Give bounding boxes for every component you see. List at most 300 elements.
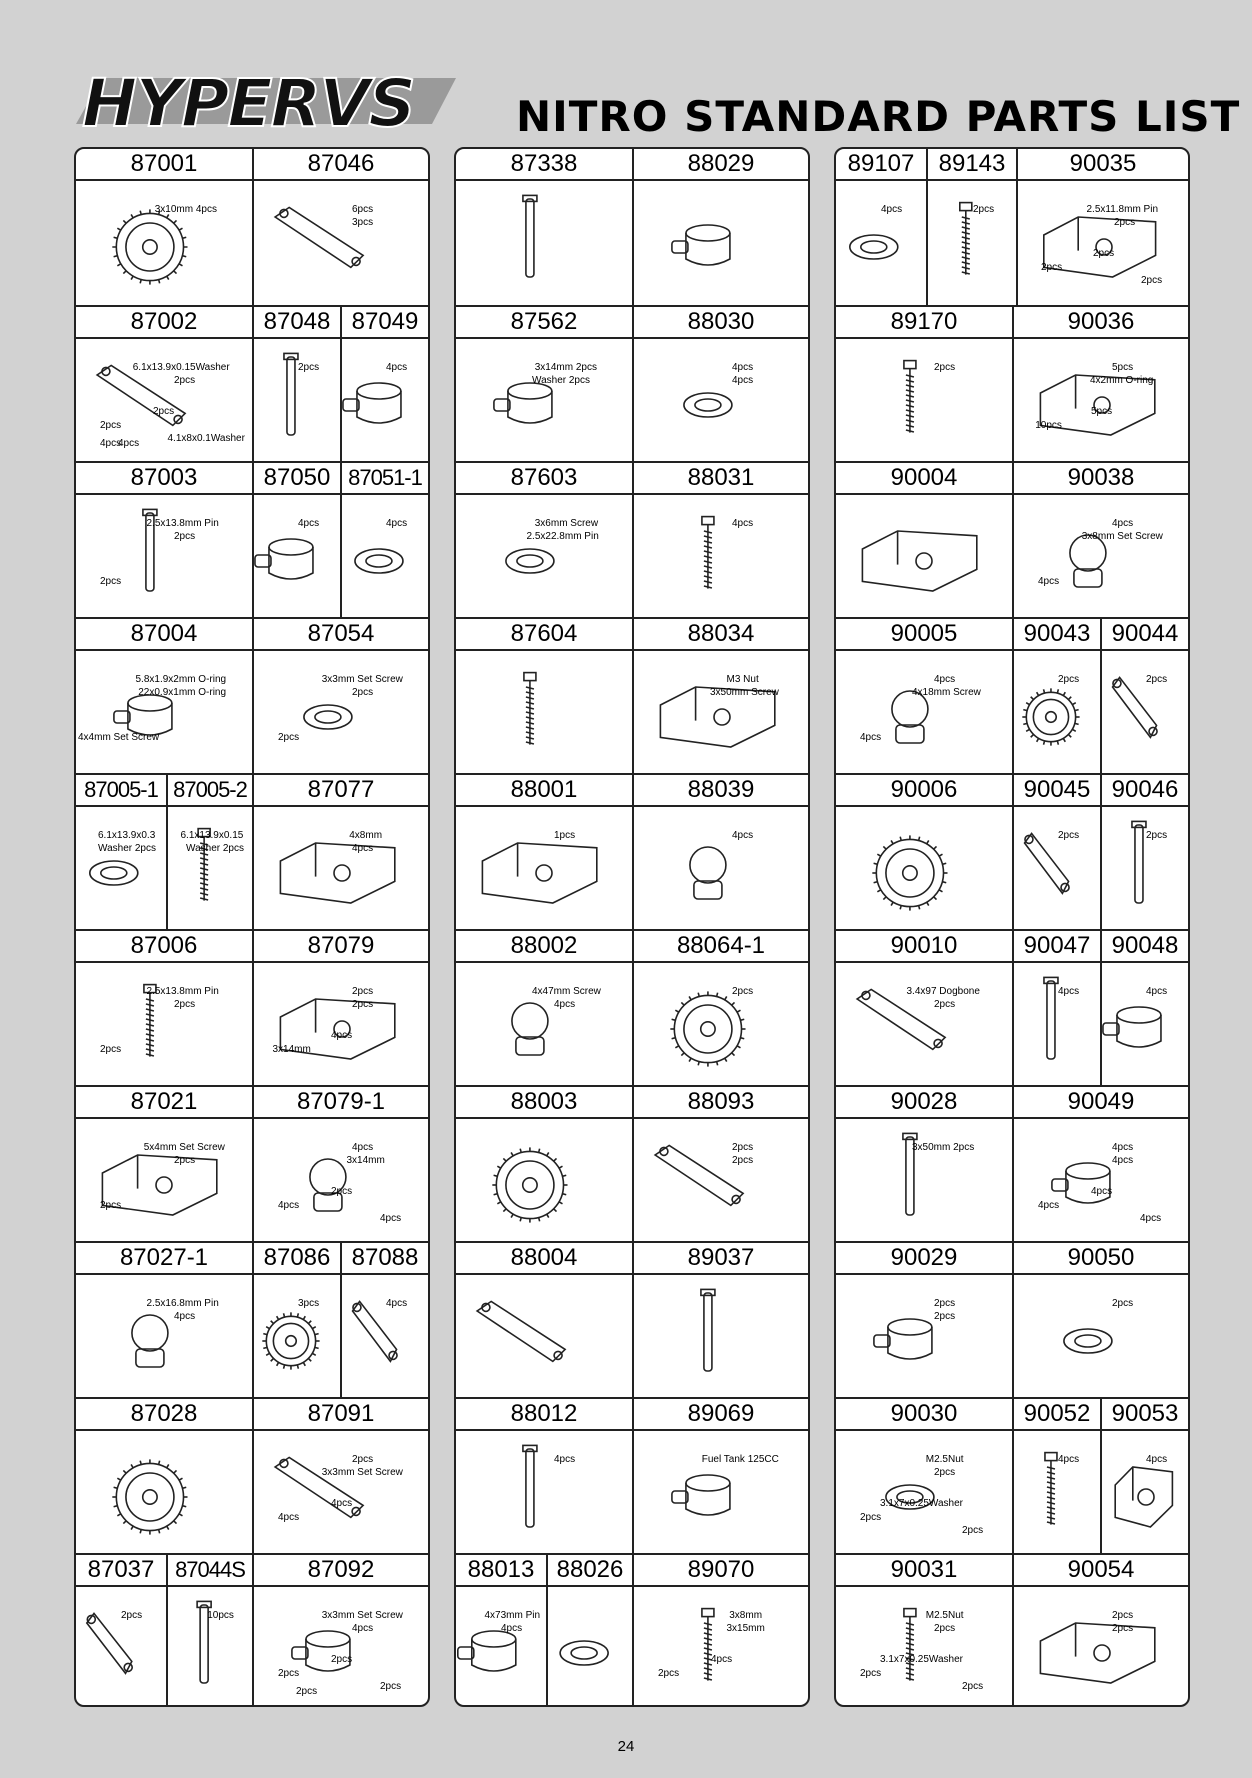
part-drawing [1014, 963, 1102, 1083]
part-number: 88002 [456, 931, 632, 963]
part-label: 2.5x11.8mm Pin [1086, 204, 1159, 215]
part-label: 6pcs [352, 204, 374, 215]
part-number: 87006 [76, 931, 252, 963]
part-label: 2pcs [973, 204, 995, 215]
part-number: 89170 [836, 307, 1012, 339]
part-label: 3pcs [298, 1298, 320, 1309]
part-cell [632, 1087, 808, 1241]
part-label: 2pcs [352, 1454, 374, 1465]
part-drawing [836, 181, 926, 301]
part-cell [1012, 931, 1100, 1085]
part-label: 2pcs [1146, 674, 1168, 685]
part-cell [76, 149, 252, 305]
part-drawing [342, 495, 430, 615]
part-cell [632, 775, 808, 929]
part-drawing [1102, 807, 1190, 927]
part-cell [632, 149, 808, 305]
part-drawing [634, 807, 810, 927]
part-label: 2.5x13.8mm Pin [146, 986, 219, 997]
part-drawing [1102, 1431, 1190, 1551]
part-cell [836, 307, 1012, 461]
part-label: 4pcs [732, 518, 754, 529]
part-drawing [456, 1431, 632, 1551]
part-cell [836, 149, 926, 305]
part-cell [252, 1243, 340, 1397]
part-drawing [836, 1431, 1012, 1551]
part-drawing [1102, 963, 1190, 1083]
part-drawing [76, 1275, 252, 1395]
part-number: 88012 [456, 1399, 632, 1431]
part-number: 89069 [634, 1399, 808, 1431]
part-drawing [456, 807, 632, 927]
part-label: 2pcs [860, 1668, 882, 1679]
part-number: 89107 [836, 149, 926, 181]
part-drawing [548, 1587, 634, 1707]
part-number: 87002 [76, 307, 252, 339]
page-title: NITRO STANDARD PARTS LIST [516, 92, 1241, 141]
part-label: 4x47mm Screw [532, 986, 601, 997]
parts-column-1 [74, 147, 430, 1707]
part-label: 3x8mm Set Screw [1081, 531, 1163, 542]
part-drawing [254, 1587, 430, 1707]
part-label: 4pcs [1038, 576, 1060, 587]
part-cell [340, 463, 428, 617]
part-label: 4pcs [732, 375, 754, 386]
part-label: 2pcs [100, 576, 122, 587]
part-label: 2pcs [1146, 830, 1168, 841]
part-cell [456, 1087, 632, 1241]
part-drawing [634, 1119, 810, 1239]
part-label: 4pcs [1038, 1200, 1060, 1211]
part-cell [456, 619, 632, 773]
part-number: 89143 [928, 149, 1016, 181]
parts-row [836, 461, 1188, 617]
part-label: 4pcs [881, 204, 903, 215]
part-number: 87077 [254, 775, 428, 807]
part-label: 2pcs [1112, 1298, 1134, 1309]
part-label: 2pcs [331, 1186, 353, 1197]
part-label: 3.1x7x0.25Washer [880, 1498, 964, 1509]
part-cell [76, 1555, 166, 1707]
part-cell [456, 931, 632, 1085]
parts-row [76, 305, 428, 461]
part-label: 2pcs [121, 1610, 143, 1621]
part-label: 3x14mm [272, 1044, 311, 1055]
part-label: 4pcs [1112, 1155, 1134, 1166]
part-drawing [254, 339, 342, 459]
part-number: 89037 [634, 1243, 808, 1275]
part-label: 4pcs [386, 1298, 408, 1309]
part-label: 2pcs [732, 1142, 754, 1153]
part-label: 2pcs [100, 1200, 122, 1211]
part-label: 1pcs [554, 830, 576, 841]
part-label: 2pcs [174, 531, 196, 542]
part-label: 3x14mm [346, 1155, 385, 1166]
hypervs-logo [72, 64, 462, 138]
part-label: 4pcs [352, 1142, 374, 1153]
part-cell [1100, 931, 1188, 1085]
part-number: 87001 [76, 149, 252, 181]
part-number: 87003 [76, 463, 252, 495]
part-drawing [76, 495, 252, 615]
part-number: 88029 [634, 149, 808, 181]
parts-row [456, 617, 808, 773]
part-label: 2.5x16.8mm Pin [146, 1298, 219, 1309]
part-label: 3x50mm 2pcs [912, 1142, 975, 1153]
part-drawing [254, 1119, 430, 1239]
parts-column-2 [454, 147, 810, 1707]
part-drawing [836, 1119, 1012, 1239]
part-drawing [254, 181, 430, 301]
part-drawing [76, 807, 166, 927]
part-label: 2pcs [380, 1681, 402, 1692]
part-label: 10pcs [207, 1610, 234, 1621]
part-label: 2pcs [153, 406, 175, 417]
part-number: 87604 [456, 619, 632, 651]
part-cell [340, 1243, 428, 1397]
part-label: 4pcs [352, 1623, 374, 1634]
parts-row [456, 1553, 808, 1707]
part-label: 4pcs [278, 1200, 300, 1211]
part-cell [76, 307, 252, 461]
part-label: 4pcs [860, 732, 882, 743]
part-label: 4pcs [352, 843, 374, 854]
part-label: 4pcs [331, 1498, 353, 1509]
part-label: 3x3mm Set Screw [321, 1610, 403, 1621]
part-drawing [1014, 1119, 1190, 1239]
part-drawing [928, 181, 1018, 301]
part-cell [836, 775, 1012, 929]
part-label: 4pcs [554, 1454, 576, 1465]
part-number: 87044S [168, 1555, 252, 1587]
part-number: 87086 [254, 1243, 340, 1275]
part-number: 87562 [456, 307, 632, 339]
part-label: Washer 2pcs [186, 843, 244, 854]
part-number: 88039 [634, 775, 808, 807]
parts-row [836, 617, 1188, 773]
part-drawing [634, 339, 810, 459]
part-label: 3.4x97 Dogbone [906, 986, 980, 997]
part-number: 88093 [634, 1087, 808, 1119]
part-label: 2pcs [732, 986, 754, 997]
part-label: 4pcs [298, 518, 320, 529]
part-label: 4pcs [1112, 518, 1134, 529]
parts-row [456, 461, 808, 617]
part-label: M3 Nut [726, 674, 759, 685]
part-label: 6.1x13.9x0.3 [98, 830, 156, 841]
part-drawing [456, 651, 632, 771]
parts-row [76, 773, 428, 929]
part-label: 2pcs [298, 362, 320, 373]
part-cell [252, 1555, 428, 1707]
part-number: 90028 [836, 1087, 1012, 1119]
part-label: 2pcs [1058, 674, 1080, 685]
part-cell [456, 149, 632, 305]
part-number: 88064-1 [634, 931, 808, 963]
part-label: 6.1x13.9x0.15 [180, 830, 244, 841]
part-cell [340, 307, 428, 461]
part-number: 87092 [254, 1555, 428, 1587]
part-number: 88004 [456, 1243, 632, 1275]
part-label: Fuel Tank 125CC [701, 1454, 779, 1465]
part-number: 88034 [634, 619, 808, 651]
part-label: 4x73mm Pin [484, 1610, 541, 1621]
part-number: 90050 [1014, 1243, 1188, 1275]
part-cell [456, 775, 632, 929]
part-number: 88031 [634, 463, 808, 495]
part-cell [836, 1399, 1012, 1553]
part-cell [1012, 307, 1188, 461]
part-number: 88001 [456, 775, 632, 807]
part-number: 87046 [254, 149, 428, 181]
parts-row [836, 1241, 1188, 1397]
part-drawing [254, 1275, 342, 1395]
parts-row [76, 1397, 428, 1553]
part-cell [252, 149, 428, 305]
part-number: 90030 [836, 1399, 1012, 1431]
part-number: 88013 [456, 1555, 546, 1587]
part-label: 4x4mm Set Screw [78, 732, 160, 743]
part-label: 4pcs [331, 1030, 353, 1041]
part-label: 2pcs [934, 1298, 956, 1309]
part-drawing [1018, 181, 1190, 301]
part-drawing [836, 1587, 1012, 1707]
parts-row [836, 1397, 1188, 1553]
part-drawing [634, 495, 810, 615]
part-label: 2pcs [174, 999, 196, 1010]
part-cell [456, 1243, 632, 1397]
parts-row [836, 305, 1188, 461]
part-drawing [1014, 651, 1102, 771]
parts-column-3 [834, 147, 1190, 1707]
part-drawing [254, 495, 342, 615]
part-number: 87028 [76, 1399, 252, 1431]
part-label: 4pcs [380, 1213, 402, 1224]
part-label: 4pcs [1112, 1142, 1134, 1153]
parts-row [836, 929, 1188, 1085]
part-cell [1100, 619, 1188, 773]
part-cell [836, 619, 1012, 773]
part-cell [1016, 149, 1188, 305]
part-label: 2.5x22.8mm Pin [526, 531, 599, 542]
part-cell [836, 463, 1012, 617]
part-drawing [456, 963, 632, 1083]
parts-row [456, 149, 808, 305]
part-label: Washer 2pcs [98, 843, 156, 854]
logo-wordmark: HYPERVS [82, 65, 414, 138]
parts-row [456, 1085, 808, 1241]
part-number: 87051-1 [342, 463, 428, 495]
part-label: 2pcs [352, 999, 374, 1010]
part-number: 87037 [76, 1555, 166, 1587]
part-number: 87338 [456, 149, 632, 181]
part-number: 90053 [1102, 1399, 1188, 1431]
part-number: 90052 [1014, 1399, 1100, 1431]
part-cell [252, 619, 428, 773]
part-number: 90044 [1102, 619, 1188, 651]
part-label: 2pcs [174, 1155, 196, 1166]
part-label: 4pcs [934, 674, 956, 685]
part-drawing [634, 651, 810, 771]
part-number: 90043 [1014, 619, 1100, 651]
part-cell [632, 1555, 808, 1707]
part-label: 4pcs [1146, 986, 1168, 997]
part-drawing [1014, 1431, 1102, 1551]
part-label: 2pcs [962, 1681, 984, 1692]
part-number: 90035 [1018, 149, 1188, 181]
part-drawing [1014, 1275, 1190, 1395]
part-cell [252, 463, 340, 617]
part-label: 4x18mm Screw [912, 687, 981, 698]
part-number: 87050 [254, 463, 340, 495]
parts-row [456, 1397, 808, 1553]
part-cell [252, 775, 428, 929]
part-cell [836, 1243, 1012, 1397]
part-cell [76, 463, 252, 617]
part-label: 2pcs [934, 1311, 956, 1322]
part-label: M2.5Nut [925, 1610, 964, 1621]
part-label: 5x4mm Set Screw [143, 1142, 225, 1153]
part-cell [1012, 1555, 1188, 1707]
part-drawing [76, 651, 252, 771]
part-number: 87048 [254, 307, 340, 339]
part-label: 4pcs [732, 830, 754, 841]
part-cell [166, 775, 252, 929]
parts-row [456, 305, 808, 461]
part-drawing [76, 1119, 252, 1239]
part-cell [836, 1087, 1012, 1241]
parts-row [76, 461, 428, 617]
part-drawing [634, 181, 810, 301]
part-label: 2pcs [1112, 1623, 1134, 1634]
part-label: 2pcs [352, 986, 374, 997]
part-number: 90010 [836, 931, 1012, 963]
part-drawing [254, 651, 430, 771]
part-cell [252, 1087, 428, 1241]
part-drawing [456, 1587, 546, 1707]
part-label: 2pcs [658, 1668, 680, 1679]
parts-row [76, 1241, 428, 1397]
part-number: 89070 [634, 1555, 808, 1587]
part-drawing [1102, 651, 1190, 771]
part-number: 90054 [1014, 1555, 1188, 1587]
part-label: 6.1x13.9x0.15Washer [132, 362, 230, 373]
part-label: 2pcs [1058, 830, 1080, 841]
part-drawing [836, 807, 1012, 927]
part-cell [166, 1555, 252, 1707]
part-label: 2pcs [1093, 248, 1115, 259]
part-label: 10pcs [1035, 420, 1062, 431]
part-cell [1012, 1087, 1188, 1241]
part-label: 4pcs [501, 1623, 523, 1634]
part-drawing [76, 1587, 166, 1707]
part-label: 2pcs [1041, 262, 1063, 273]
part-cell [252, 1399, 428, 1553]
part-number: 87091 [254, 1399, 428, 1431]
part-drawing [836, 495, 1012, 615]
part-label: 2pcs [296, 1686, 318, 1697]
part-drawing [456, 1119, 632, 1239]
parts-row [76, 929, 428, 1085]
part-number: 87005-2 [168, 775, 252, 807]
part-label: 2pcs [732, 1155, 754, 1166]
part-label: M2.5Nut [925, 1454, 964, 1465]
part-number: 87079 [254, 931, 428, 963]
part-cell [632, 463, 808, 617]
part-number: 90046 [1102, 775, 1188, 807]
parts-row [456, 929, 808, 1085]
part-cell [456, 307, 632, 461]
part-label: 3x50mm Screw [710, 687, 779, 698]
part-label: 4pcs [711, 1654, 733, 1665]
part-cell [1012, 1399, 1100, 1553]
part-label: 4pcs [118, 438, 140, 449]
parts-row [76, 1553, 428, 1707]
part-number: 90005 [836, 619, 1012, 651]
part-number: 87005-1 [76, 775, 166, 807]
part-cell [1012, 463, 1188, 617]
part-cell [836, 931, 1012, 1085]
part-label: 4pcs [554, 999, 576, 1010]
part-label: 2.5x13.8mm Pin [146, 518, 219, 529]
part-drawing [76, 1431, 252, 1551]
part-label: 4.1x8x0.1Washer [167, 433, 245, 444]
part-label: 2pcs [1112, 1610, 1134, 1621]
part-label: 4pcs [386, 518, 408, 529]
part-label: 2pcs [934, 1623, 956, 1634]
part-drawing [456, 1275, 632, 1395]
part-drawing [634, 963, 810, 1083]
part-number: 90049 [1014, 1087, 1188, 1119]
part-cell [76, 775, 166, 929]
part-number: 87079-1 [254, 1087, 428, 1119]
part-cell [632, 619, 808, 773]
part-label: 2pcs [352, 687, 374, 698]
part-number: 90048 [1102, 931, 1188, 963]
part-label: 4pcs [732, 362, 754, 373]
part-drawing [76, 963, 252, 1083]
part-number: 90045 [1014, 775, 1100, 807]
part-number: 90047 [1014, 931, 1100, 963]
part-cell [632, 1399, 808, 1553]
part-number: 90029 [836, 1243, 1012, 1275]
part-cell [632, 1243, 808, 1397]
part-label: 4pcs [1091, 1186, 1113, 1197]
part-label: 2pcs [962, 1525, 984, 1536]
part-cell [1012, 619, 1100, 773]
part-drawing [456, 339, 632, 459]
part-label: 2pcs [100, 420, 122, 431]
part-number: 87021 [76, 1087, 252, 1119]
part-label: 4pcs [100, 438, 122, 449]
part-drawing [634, 1275, 810, 1395]
part-cell [926, 149, 1016, 305]
part-number: 88026 [548, 1555, 632, 1587]
part-label: 2pcs [934, 1467, 956, 1478]
part-cell [456, 463, 632, 617]
parts-row [456, 773, 808, 929]
part-drawing [342, 339, 430, 459]
parts-row [76, 1085, 428, 1241]
part-drawing [836, 651, 1012, 771]
part-number: 87088 [342, 1243, 428, 1275]
part-label: 2pcs [100, 1044, 122, 1055]
part-label: 4pcs [174, 1311, 196, 1322]
part-cell [252, 931, 428, 1085]
part-number: 90036 [1014, 307, 1188, 339]
part-label: 4pcs [1058, 1454, 1080, 1465]
parts-row [836, 149, 1188, 305]
